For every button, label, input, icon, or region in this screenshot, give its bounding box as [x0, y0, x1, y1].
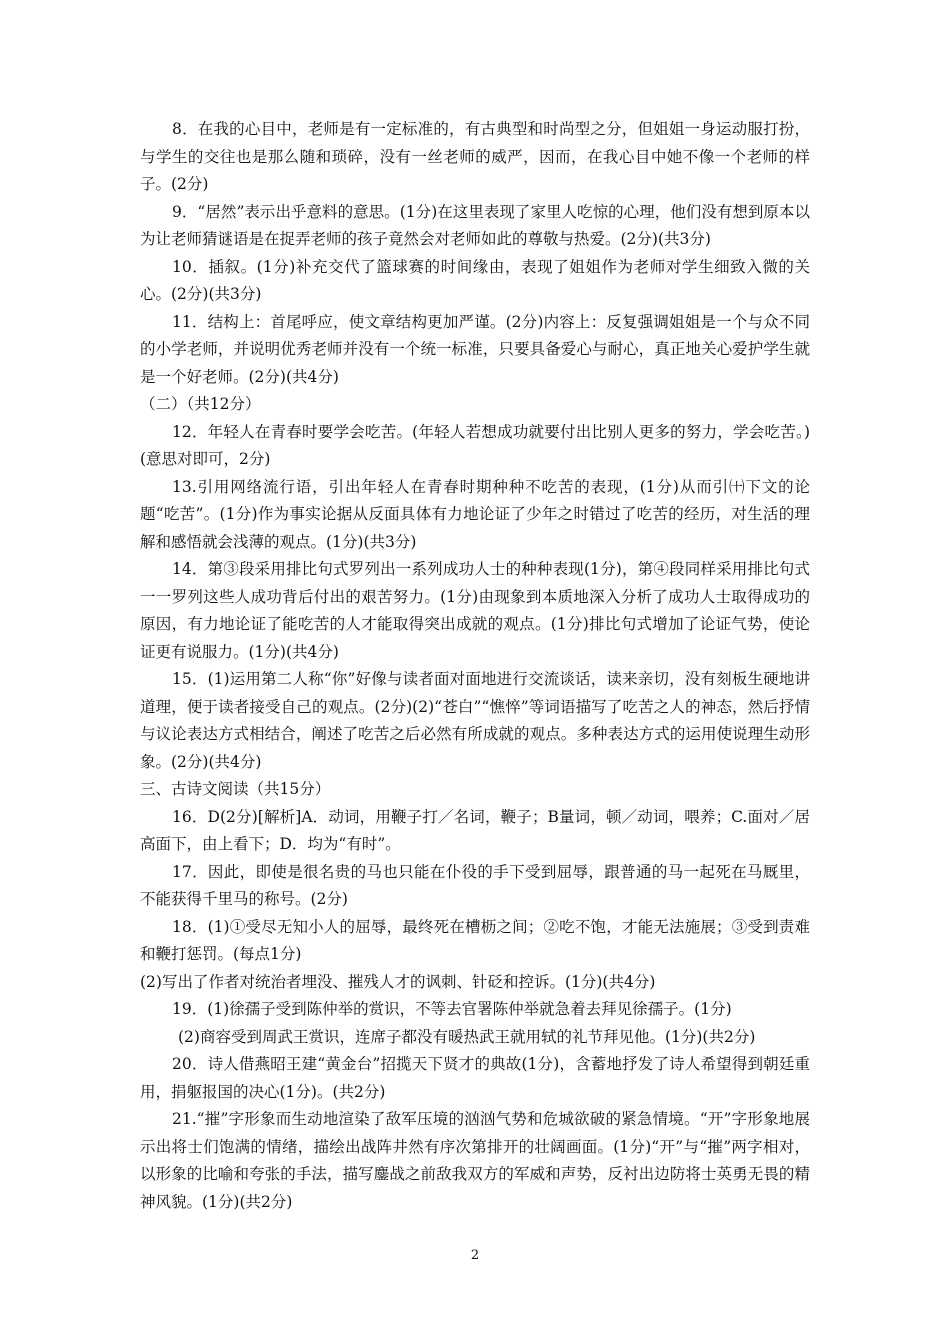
answer-key-body	[140, 116, 810, 1216]
answer-8: 8．在我的心目中，老师是有一定标准的，有古典型和时尚型之分，但姐姐一身运动服打扮，与学生的交往也是那么随和琐碎，没有一丝老师的威严，因而，在我心目中她不像一个老师的样子。(2分)	[140, 120, 810, 193]
answer-16: 16．D(2分)[解析]A．动词，用鞭子打／名词，鞭子；B量词，顿／动词，喂养；C.面对／居高面下，由上看下；D．均为“有时”。	[140, 807, 810, 853]
answer-17: 17．因此，即使是很名贵的马也只能在仆役的手下受到屈辱，跟普通的马一起死在马厩里，不能获得千里马的称号。(2分)	[140, 862, 810, 908]
answer-14: 14．第③段采用排比句式罗列出一系列成功人士的种种表现(1分)，第④段同样采用排比句式一一罗列这些人成功背后付出的艰苦努力。(1分)由现象到本质地深入分析了成功人士取得成功的原因，有力地论证了能吃苦的人才能取得突出成就的观点。(1分)排比句式增加了论证气势，使论证更有说服力。(1分)(共4分)	[140, 560, 810, 661]
answer-11: 11．结构上：首尾呼应，使文章结构更加严谨。(2分)内容上：反复强调姐姐是一个与众不同的小学老师，并说明优秀老师并没有一个统一标准，只要具备爱心与耐心，真正地关心爱护学生就是一个好老师。(2分)(共4分)	[140, 312, 810, 386]
answer-13: 13.引用网络流行语，引出年轻人在青春时期种种不吃苦的表现，(1分)从而引㈩下文的论题“吃苦”。(1分)作为事实论据从反面具体有力地论证了少年之时错过了吃苦的经历，对生活的理解和感悟就会浅薄的观点。(1分)(共3分)	[140, 477, 810, 551]
page-number: 2	[470, 1248, 480, 1263]
answer-10: 10．插叙。(1分)补充交代了篮球赛的时间缘由，表现了姐姐作为老师对学生细致入微的关心。(2分)(共3分)	[140, 257, 810, 303]
answer-9: 9．“居然”表示出乎意料的意思。(1分)在这里表现了家里人吃惊的心理，他们没有想到原本以为让老师猜谜语是在捉弄老师的孩子竟然会对老师如此的尊敬与热爱。(2分)(共3分)	[140, 202, 810, 248]
answer-15: 15．(1)运用第二人称“你”好像与读者面对面地进行交流谈话，读来亲切，没有刻板生硬地讲道理，便于读者接受自己的观点。(2分)(2)“苍白”“憔悴”等词语描写了吃苦之人的神态，然后抒情与议论表达方式相结合，阐述了吃苦之后必然有所成就的观点。多种表达方式的运用使说理生动形象。(2分)(共4分)	[140, 670, 810, 771]
answer-21: 21.“摧”字形象而生动地渲染了敌军压境的汹汹气势和危城欲破的紧急情境。“开”字形象地展示出将士们饱满的情绪，描绘出战阵井然有序次第排开的壮阔画面。(1分)“开”与“摧”两字相对，以形象的比喻和夸张的手法，描写鏖战之前敌我双方的军威和声势，反衬出边防将士英勇无畏的精神风貌。(1分)(共2分)	[140, 1110, 810, 1211]
answer-12: 12．年轻人在青春时要学会吃苦。(年轻人若想成功就要付出比别人更多的努力，学会吃苦。)(意思对即可，2分)	[140, 422, 810, 468]
section-heading-2: （二）（共12分）	[140, 395, 261, 413]
answer-19-part1: 19．(1)徐孺子受到陈仲举的赏识，不等去官署陈仲举就急着去拜见徐孺子。(1分)	[172, 1000, 732, 1018]
section-heading-3: 三、古诗文阅读（共15分）	[140, 780, 331, 798]
answer-20: 20．诗人借燕昭王建“黄金台”招揽天下贤才的典故(1分)，含蓄地抒发了诗人希望得到朝廷重用，捐躯报国的决心(1分)。(共2分)	[140, 1055, 810, 1101]
answer-19-part2: (2)商容受到周武王赏识，连席子都没有暖热武王就用轼的礼节拜见他。(1分)(共2分)	[178, 1027, 756, 1046]
answer-18-part2: (2)写出了作者对统治者埋没、摧残人才的讽刺、针砭和控诉。(1分)(共4分)	[140, 972, 656, 991]
answer-18-part1: 18．(1)①受尽无知小人的屈辱，最终死在槽枥之间；②吃不饱，才能无法施展；③受到责难和鞭打惩罚。(每点1分)	[140, 917, 810, 963]
